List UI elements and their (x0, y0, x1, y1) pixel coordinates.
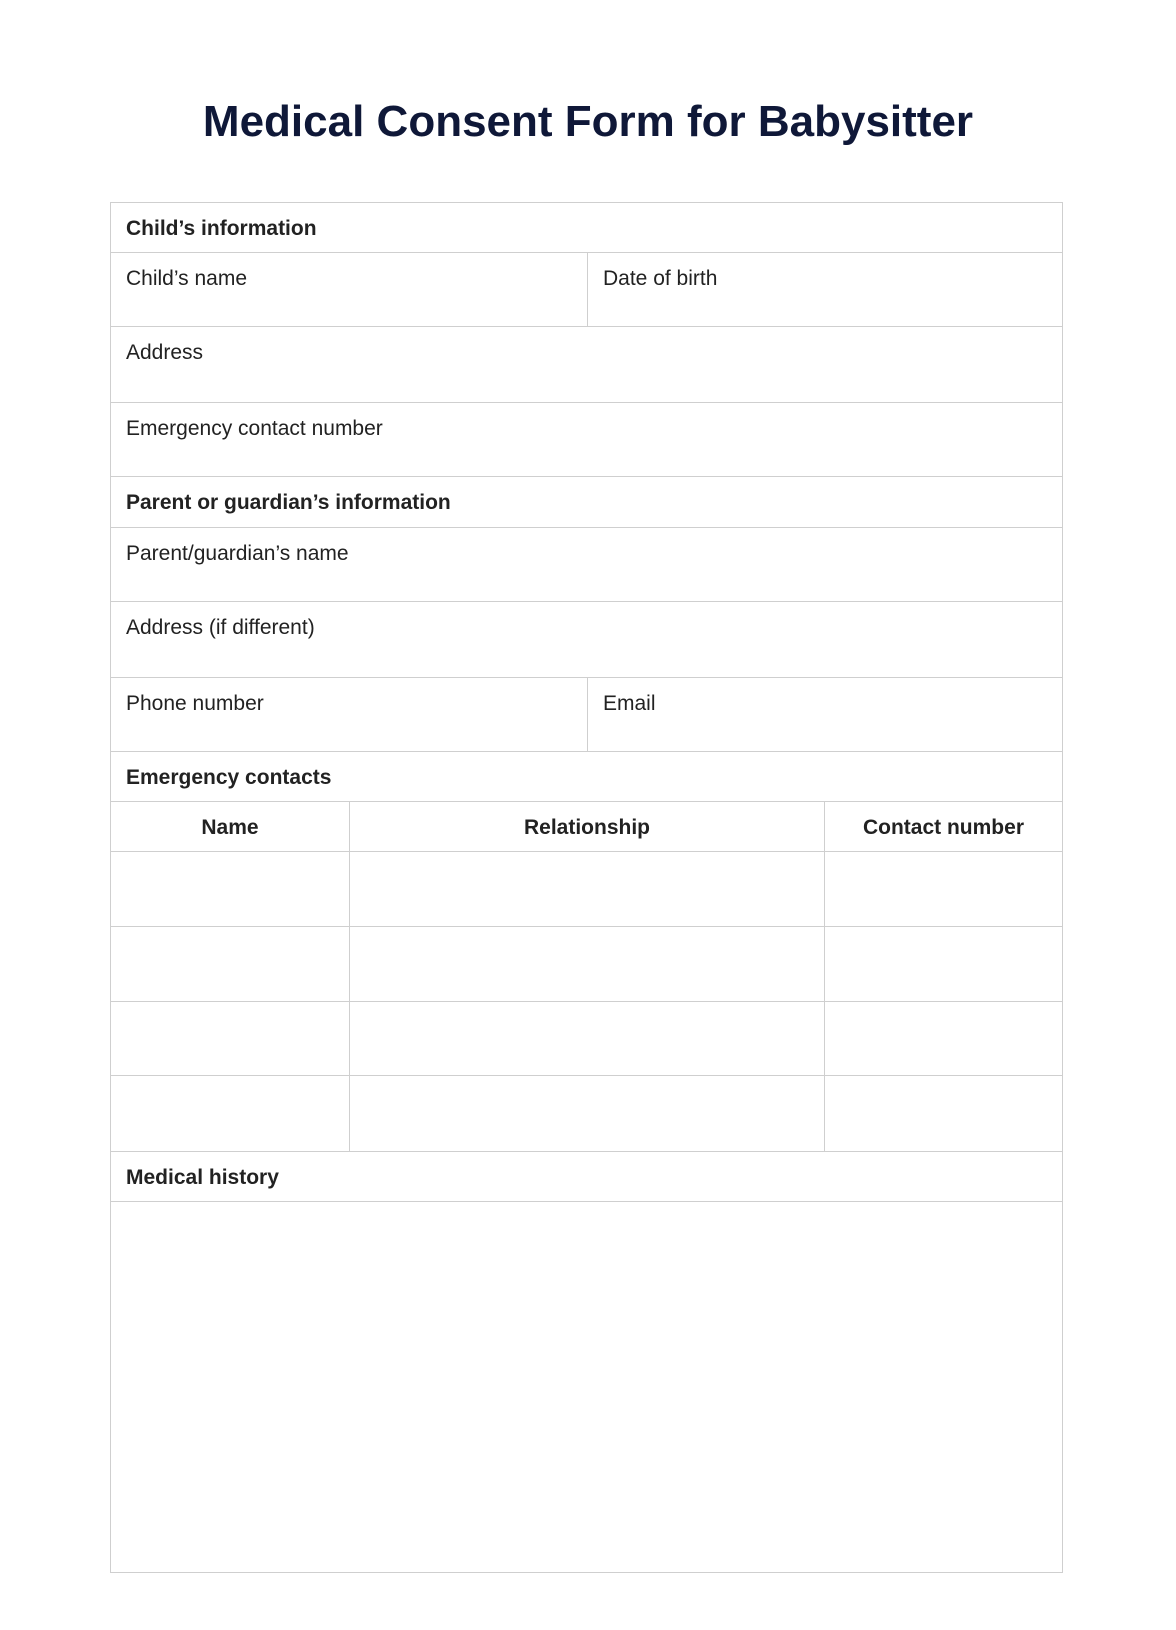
section-header-guardian-info (111, 477, 1062, 528)
column-header-relationship: Relationship (349, 802, 824, 851)
email-field[interactable] (587, 678, 1062, 751)
table-row (111, 852, 1062, 927)
contact-number-cell[interactable] (824, 927, 1062, 1001)
field-label: Email (603, 692, 656, 715)
contact-number-cell[interactable] (824, 852, 1062, 926)
table-row (111, 1002, 1062, 1076)
contact-relationship-cell[interactable] (349, 927, 824, 1001)
child-address-field[interactable] (111, 327, 1062, 403)
section-header-emergency-contacts (111, 752, 1062, 802)
guardian-name-field[interactable] (111, 528, 1062, 602)
guardian-address-field[interactable] (111, 602, 1062, 678)
section-header-medical-history (111, 1152, 1062, 1202)
field-label: Emergency contact number (126, 417, 383, 440)
contact-relationship-cell[interactable] (349, 1076, 824, 1151)
phone-number-field[interactable] (111, 678, 587, 751)
childs-name-field[interactable] (111, 253, 587, 326)
section-heading: Parent or guardian’s information (126, 491, 451, 514)
field-label: Child’s name (126, 267, 248, 290)
field-label: Date of birth (603, 267, 718, 290)
contact-number-cell[interactable] (824, 1002, 1062, 1075)
page-title: Medical Consent Form for Babysitter (202, 97, 974, 146)
consent-form-table (110, 202, 1063, 1573)
contact-name-cell[interactable] (111, 927, 349, 1001)
medical-history-field[interactable] (111, 1202, 1062, 1572)
date-of-birth-field[interactable] (587, 253, 1062, 326)
contact-relationship-cell[interactable] (349, 1002, 824, 1075)
table-row (111, 1076, 1062, 1152)
form-row (111, 678, 1062, 752)
contact-relationship-cell[interactable] (349, 852, 824, 926)
field-label: Address (126, 341, 204, 364)
column-header-contact-number: Contact number (824, 802, 1062, 851)
table-header-row (111, 802, 1062, 852)
field-label: Phone number (126, 692, 264, 715)
field-label: Address (if different) (126, 616, 315, 639)
section-heading: Medical history (126, 1166, 279, 1189)
table-row (111, 927, 1062, 1002)
column-header-name: Name (201, 816, 259, 839)
contact-name-cell[interactable] (111, 1002, 349, 1075)
emergency-contact-number-field[interactable] (111, 403, 1062, 477)
contact-name-cell[interactable] (111, 852, 349, 926)
section-header-child-info (111, 203, 1062, 253)
contact-name-cell[interactable] (111, 1076, 349, 1151)
section-heading: Emergency contacts (126, 766, 332, 789)
field-label: Parent/guardian’s name (126, 542, 349, 565)
form-row (111, 253, 1062, 327)
contact-number-cell[interactable] (824, 1076, 1062, 1151)
section-heading: Child’s information (126, 217, 317, 240)
